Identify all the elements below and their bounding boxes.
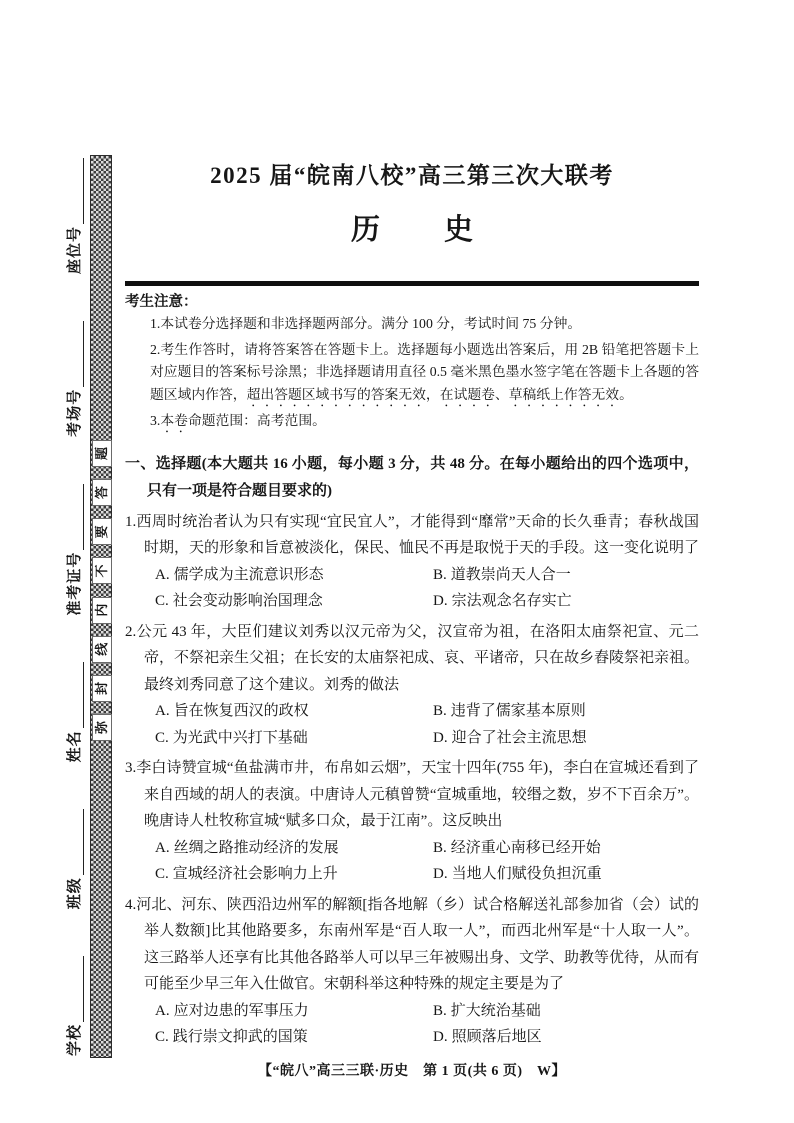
question-options bbox=[125, 562, 699, 615]
option-c: C. 践行崇文抑武的国策 bbox=[155, 1029, 308, 1045]
option-c: C. 宣城经济社会影响力上升 bbox=[155, 866, 338, 882]
question-number: 4. bbox=[125, 896, 137, 913]
option-a: A. 儒学成为主流意识形态 bbox=[155, 566, 324, 583]
seal-char: 不 bbox=[92, 557, 112, 584]
option-b: B. 道教崇尚天人合一 bbox=[433, 566, 571, 583]
question-2 bbox=[125, 619, 699, 752]
seal-char: 封 bbox=[92, 675, 112, 702]
seal-char: 要 bbox=[92, 518, 112, 545]
fill-in-blank bbox=[70, 809, 84, 875]
field-label: 班级 bbox=[66, 877, 83, 910]
fill-in-blank bbox=[70, 662, 84, 728]
field-label: 姓名 bbox=[66, 730, 83, 763]
notice-item-number: 1. bbox=[150, 315, 161, 331]
seal-char: 内 bbox=[92, 597, 112, 624]
field-label: 学校 bbox=[66, 1023, 83, 1056]
question-stem: 3.李白诗赞宣城“鱼盐满市井，布帛如云烟”，天宝十四年(755 年)，李白在宣城还看到了来自西域的胡人的表演。中唐诗人元稹曾赞“宣城重地，较缗之数，岁不下百余万”。晚唐诗人杜牧称宣城“赋多口众，最于江南”。这反映出 bbox=[125, 760, 699, 829]
notice-item-number: 2. bbox=[150, 341, 161, 357]
exam-title: 2025 届“皖南八校”高三第三次大联考 bbox=[210, 163, 614, 188]
notice-item-3: 3.本卷命题范围：高考范围。 bbox=[150, 412, 326, 428]
main-content bbox=[125, 0, 699, 1080]
seal-char: 答 bbox=[92, 479, 112, 506]
question-4 bbox=[125, 892, 699, 1051]
field-label: 准考证号 bbox=[66, 551, 83, 616]
option-c: C. 社会变动影响治国理念 bbox=[155, 593, 323, 609]
question-options bbox=[125, 835, 699, 888]
field-seat-number bbox=[63, 158, 84, 274]
option-d: D. 当地人们赋役负担沉重 bbox=[433, 866, 602, 882]
question-options bbox=[125, 698, 699, 751]
field-school bbox=[63, 956, 84, 1056]
student-info-fields bbox=[58, 158, 88, 1056]
section-heading-choice-questions: 一、选择题(本大题共 16 小题，每小题 3 分，共 48 分。在每小题给出的四个选项中，只有一项是符合题目要求的) bbox=[125, 455, 699, 499]
option-c: C. 为光武中兴打下基础 bbox=[155, 729, 308, 746]
notice-item-2: 2.考生作答时，请将答案答在答题卡上。选择题每小题选出答案后，用 2B 铅笔把答题卡上对应题目的答案标号涂黑；非选择题请用直径 0.5 毫米黑色墨水签字笔在答题卡上各题的答题区域内作答，超出答题区域书写的答案无效，在试题卷、草稿纸上作答无效。 bbox=[150, 341, 699, 402]
question-options bbox=[125, 998, 699, 1051]
seal-char: 弥 bbox=[92, 714, 112, 741]
question-number: 3. bbox=[125, 760, 137, 776]
question-number: 2. bbox=[125, 623, 137, 640]
option-d: D. 照顾落后地区 bbox=[433, 1029, 542, 1045]
field-name bbox=[63, 662, 84, 762]
page-footer: 【“皖八”高三三联·历史 第 1 页(共 6 页) W】 bbox=[258, 1063, 566, 1079]
question-number: 1. bbox=[125, 513, 137, 530]
field-class bbox=[63, 809, 84, 909]
fill-in-blank bbox=[70, 484, 84, 550]
seal-line-text bbox=[92, 440, 111, 741]
field-label: 考场号 bbox=[66, 388, 83, 437]
option-b: B. 扩大统治基础 bbox=[433, 1002, 541, 1019]
question-3 bbox=[125, 755, 699, 888]
option-d: D. 迎合了社会主流思想 bbox=[433, 729, 587, 746]
option-a: A. 应对边患的军事压力 bbox=[155, 1002, 309, 1019]
question-stem: 4.河北、河东、陕西沿边州军的解额[指各地解（乡）试合格解送礼部参加省（会）试的举人数额]比其他路要多，东南州军是“百人取一人”，而西北州军是“十人取一人”。这三路举人还享有比其他各路举人可以早三年被赐出身、文学、助教等优待，从而有可能至少早三年入仕做官。宋朝科举这种特殊的规定主要是为了 bbox=[125, 896, 700, 992]
field-label: 座位号 bbox=[66, 226, 83, 275]
question-1 bbox=[125, 509, 699, 615]
question-stem: 1.西周时统治者认为只有实现“宜民宜人”，才能得到“靡常”天命的长久垂青；春秋战国时期，天的形象和旨意被淡化，保民、恤民不再是取悦于天的手段。这一变化说明了 bbox=[125, 513, 700, 556]
option-b: B. 违背了儒家基本原则 bbox=[433, 703, 586, 719]
fill-in-blank bbox=[70, 321, 84, 387]
notice-top-rule bbox=[125, 281, 699, 286]
fill-in-blank bbox=[70, 956, 84, 1022]
option-b: B. 经济重心南移已经开始 bbox=[433, 839, 601, 856]
option-a: A. 旨在恢复西汉的政权 bbox=[155, 703, 309, 719]
option-a: A. 丝绸之路推动经济的发展 bbox=[155, 839, 339, 856]
notice-heading: 考生注意： bbox=[125, 293, 198, 310]
notice-item-1: 1.本试卷分选择题和非选择题两部分。满分 100 分，考试时间 75 分钟。 bbox=[150, 315, 582, 331]
subject-title bbox=[125, 207, 699, 248]
notice-item-number: 3. bbox=[150, 412, 161, 428]
field-admission-number bbox=[63, 484, 84, 616]
subject-char: 史 bbox=[444, 214, 474, 246]
option-d: D. 宗法观念名存实亡 bbox=[433, 593, 572, 609]
question-stem: 2.公元 43 年，大臣们建议刘秀以汉元帝为父，汉宣帝为祖，在洛阳太庙祭祀宣、元二帝，不祭祀亲生父祖；在长安的太庙祭祀成、哀、平诸帝，只在故乡舂陵祭祀亲祖。最终刘秀同意了这个建议。刘秀的做法 bbox=[125, 623, 700, 693]
subject-char: 历 bbox=[350, 214, 380, 246]
fill-in-blank bbox=[70, 158, 84, 224]
field-exam-room bbox=[63, 321, 84, 437]
seal-char: 题 bbox=[92, 440, 112, 467]
seal-char: 线 bbox=[92, 636, 112, 663]
